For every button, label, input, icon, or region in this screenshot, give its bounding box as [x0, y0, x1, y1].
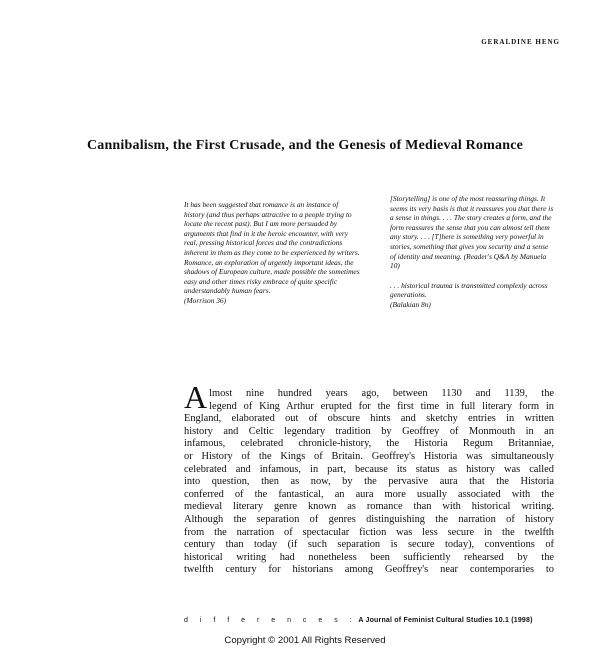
- epigraph-right-text-2: . . . historical trauma is transmitted complexly across generations.: [390, 280, 548, 300]
- body-line: lmost nine hundred years ago, between 1130 and 1139, the: [209, 388, 554, 399]
- body-line: twelfth century for historians among Geoffrey's near contemporaries to: [184, 564, 554, 576]
- journal-volume: 10.1 (1998): [494, 617, 533, 624]
- epigraph-left: [184, 200, 360, 306]
- body-line: into question, then as now, by the pervasive aura that the Historia: [184, 476, 554, 488]
- epigraph-left-text: It has been suggested that romance is an instance of history (and thus perhaps attractive to a people trying to locate the recent past). But I am more persuaded by arguments that find in it the heroic encounter, with very real, pressing historical forces and the contradictions inherent in them as they come to be experienced by writers. Romance, an exploration of urgently important ideas, the shadows of European culture, made possible the sometimes easy and other times risky embrace of quite specific understandably human fears.: [184, 200, 360, 296]
- epigraph-left-citation: (Morrison 36): [184, 295, 227, 305]
- epigraph-right: [390, 194, 554, 310]
- epigraph-right-citation: (Balakian 8n): [390, 299, 431, 309]
- journal-name: A Journal of Feminist Cultural Studies: [358, 617, 493, 624]
- drop-cap: A: [184, 379, 208, 415]
- journal-footer: [184, 616, 554, 624]
- body-line: Although the separation of genres distinguishing the narration of history: [184, 513, 554, 525]
- body-line: legend of King Arthur erupted for the first time in full literary form in: [209, 400, 554, 412]
- body-line: England, elaborated out of obscure hints and sketchy entries in written: [184, 413, 554, 425]
- body-line: or History of the Kings of Britain. Geoffrey's Historia was simultaneously: [184, 450, 554, 462]
- article-title: Cannibalism, the First Crusade, and the Genesis of Medieval Romance: [86, 138, 524, 153]
- running-head-author: GERALDINE HENG: [481, 38, 560, 46]
- body-line: century than today (if such separation is secure today), conventions of: [184, 539, 554, 551]
- body-line: celebrated and infamous, in part, because its status as history was called: [184, 463, 554, 475]
- body-line: from the narration of spectacular fiction was less secure in the twelfth: [184, 526, 554, 538]
- body-line: history and Celtic legendary tradition by Geoffrey of Monmouth in an: [184, 425, 554, 437]
- body-line: medieval literary genre known as romance than with historical writing.: [184, 501, 554, 513]
- epigraph-right-text: [Storytelling] is one of the most reassuring things. It seems its very basis is that it reassures you that there is a sense in things. . . . The story creates a form, and the form reassures the sense that you can almost tell them any story. . . . [T]here is something very powerful in stories, something that gives you security and a sense of identity and meaning. (Reader's Q&A by Manuela 10): [390, 194, 554, 271]
- copyright-notice: Copyright © 2001 All Rights Reserved: [224, 635, 386, 646]
- body-line: conferred of the fantastical, an aura more usually associated with the: [184, 488, 554, 500]
- body-paragraph: [184, 379, 554, 577]
- body-line: historical writing had nonetheless been sufficiently rehearsed by the: [184, 551, 554, 563]
- journal-brand: d i f f e r e n c e s :: [184, 617, 357, 624]
- body-line: infamous, celebrated chronicle-history, the Historia Regum Britanniae,: [184, 438, 554, 450]
